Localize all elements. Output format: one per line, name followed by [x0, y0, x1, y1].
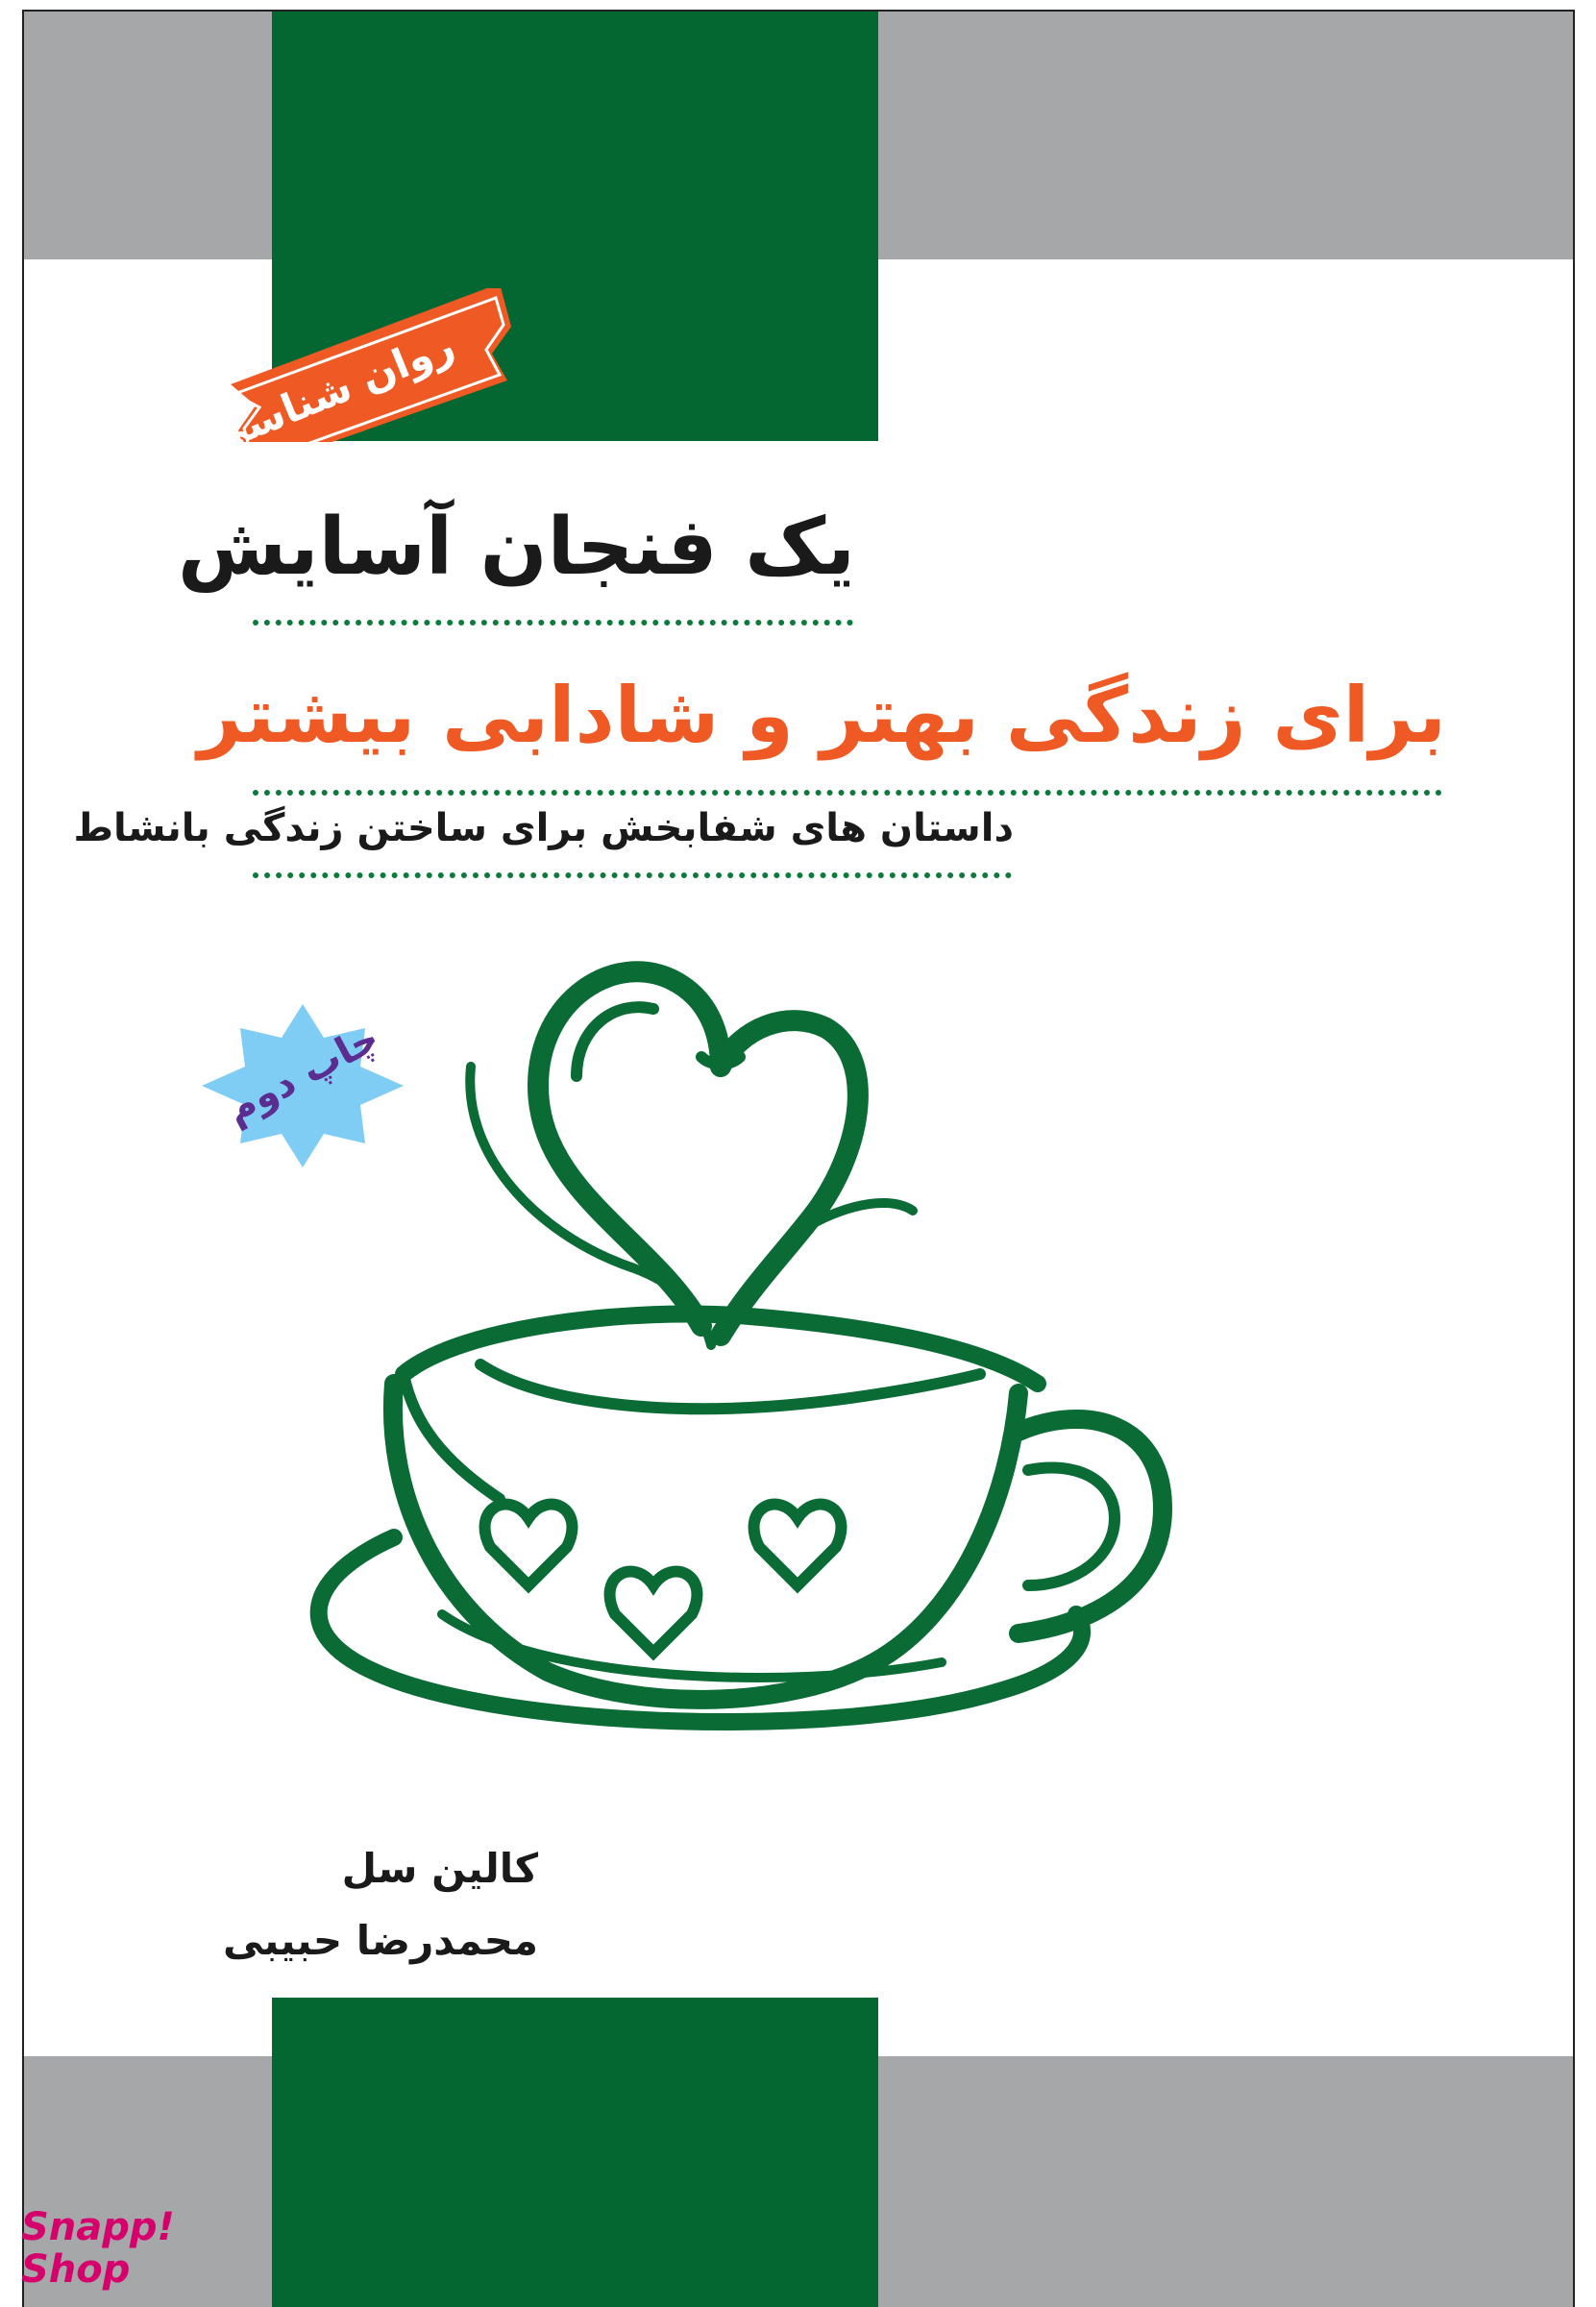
bottom-green-band: [272, 1998, 878, 2307]
subtitle-divider: [253, 790, 1442, 796]
author-name: کالین سل: [341, 1845, 538, 1892]
translator-name: محمدرضا حبیبی: [222, 1917, 538, 1964]
tagline-divider: [253, 872, 1012, 878]
book-subtitle: برای زندگی بهتر و شادابی بیشتر: [197, 671, 1446, 760]
edition-label: چاپ دوم: [218, 1016, 387, 1133]
genre-label: روان شناسی: [199, 321, 461, 464]
book-tagline: داستان های شفابخش برای ساختن زندگی بانشاط: [73, 806, 1014, 850]
store-logo-line-2: Shop: [21, 2247, 131, 2292]
snapp-shop-logo: [21, 2206, 175, 2291]
store-logo-line-1: Snapp!: [21, 2205, 175, 2249]
book-title: یک فنجان آسایش: [177, 502, 855, 593]
title-divider: [253, 620, 853, 626]
coffee-cup-heart-steam-icon: [250, 922, 1172, 1739]
